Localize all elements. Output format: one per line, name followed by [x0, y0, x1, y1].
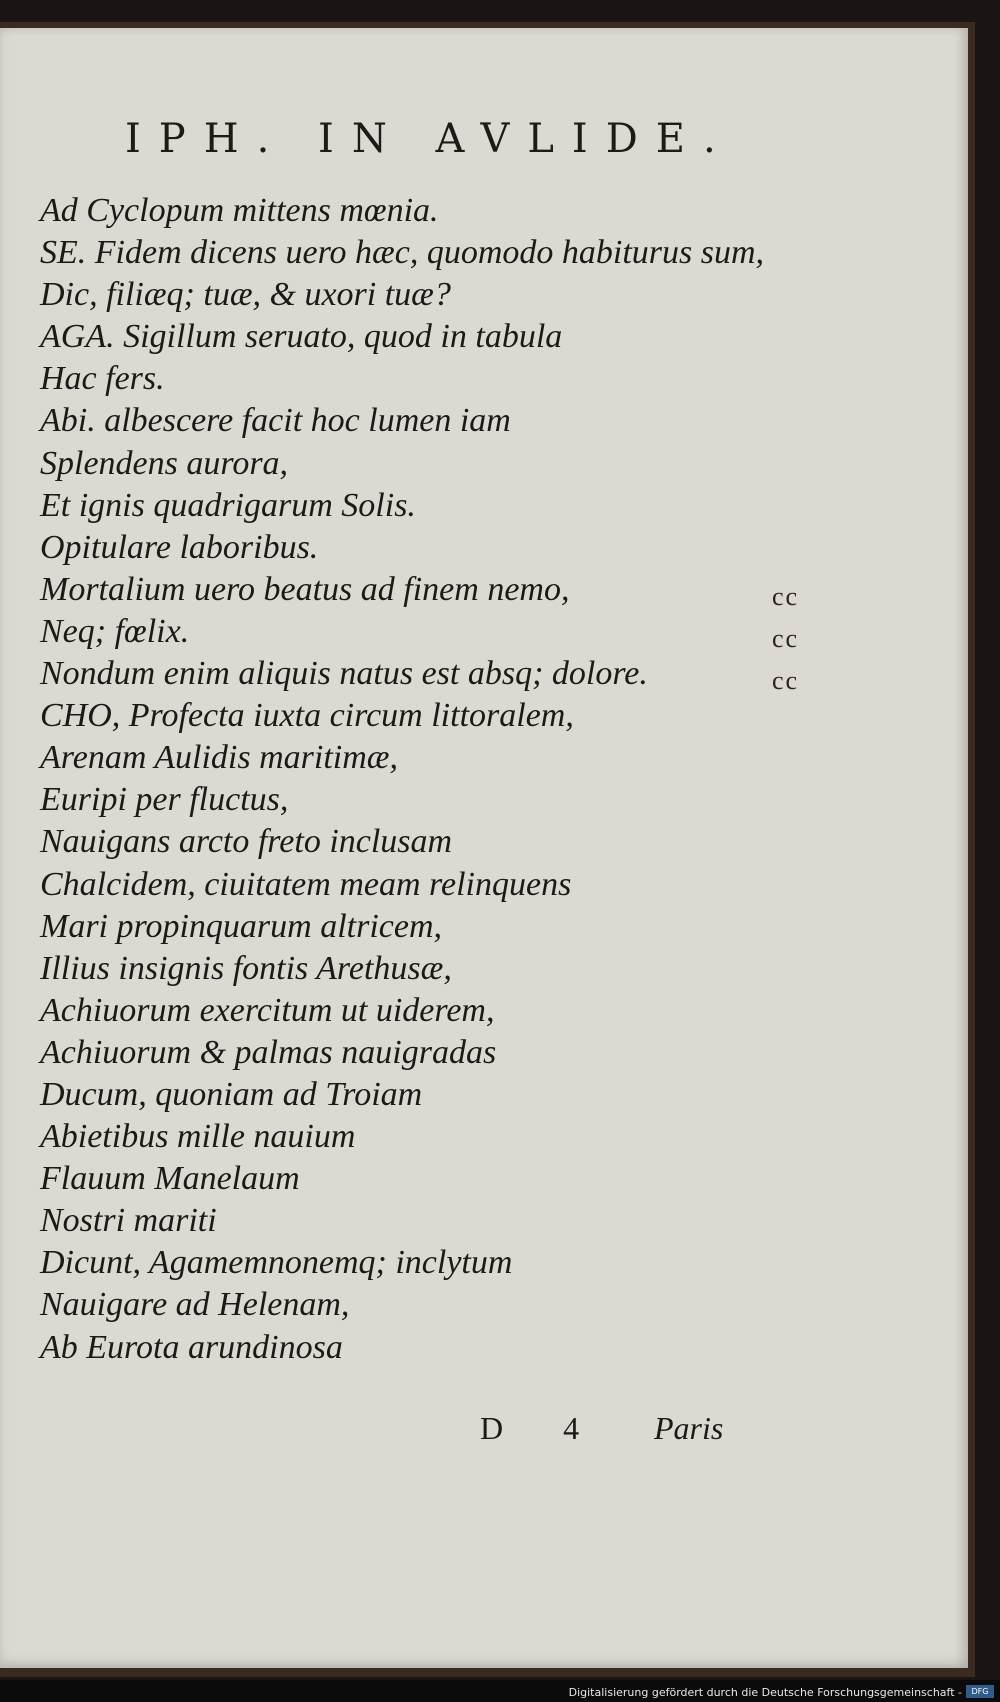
- text-line: Dicunt, Agamemnonemq; inclytum: [40, 1244, 513, 1282]
- catchword: Paris: [654, 1410, 724, 1446]
- quotation-mark: cc: [772, 582, 800, 611]
- text-line: Flauum Manelaum: [40, 1160, 300, 1198]
- text-line: Ab Eurota arundinosa: [40, 1328, 343, 1366]
- dfg-logo: DFG: [966, 1685, 994, 1698]
- text-line: Mortalium uero beatus ad finem nemo,: [40, 570, 570, 608]
- catchline: [0, 1410, 968, 1450]
- running-head: IPH. IN AVLIDE.: [125, 116, 734, 162]
- text-line: Hac fers.: [40, 360, 165, 398]
- text-line: Dic, filiæq; tuæ, & uxori tuæ?: [40, 276, 451, 314]
- text-line: Chalcidem, ciuitatem meam relinquens: [40, 865, 572, 903]
- text-line: AGA. Sigillum seruato, quod in tabula: [40, 318, 563, 356]
- text-line: SE. Fidem dicens uero hæc, quomodo habiturus sum,: [40, 234, 765, 272]
- text-line: Nondum enim aliquis natus est absq; dolore.: [40, 655, 648, 693]
- text-line: Euripi per fluctus,: [40, 781, 289, 819]
- text-line: Nauigare ad Helenam,: [40, 1286, 350, 1324]
- text-line: Achiuorum exercitum ut uiderem,: [40, 991, 495, 1029]
- text-line: Nostri mariti: [40, 1202, 217, 1240]
- text-line: Et ignis quadrigarum Solis.: [40, 486, 416, 524]
- text-line: Neq; fœlix.: [40, 612, 190, 650]
- text-line: Arenam Aulidis maritimæ,: [40, 739, 398, 777]
- signature-mark: D 4: [480, 1410, 606, 1446]
- quotation-mark: cc: [772, 624, 800, 653]
- verse-text-block: [40, 190, 820, 1369]
- text-line: Mari propinquarum altricem,: [40, 907, 443, 945]
- text-line: Nauigans arcto freto inclusam: [40, 823, 453, 861]
- quotation-mark: cc: [772, 666, 800, 695]
- text-line: Abietibus mille nauium: [40, 1118, 356, 1156]
- text-line: Ducum, quoniam ad Troiam: [40, 1075, 423, 1113]
- text-line: Splendens aurora,: [40, 444, 289, 482]
- text-line: Illius insignis fontis Arethusæ,: [40, 949, 452, 987]
- footer-credit: Digitalisierung gefördert durch die Deutsche Forschungsgemeinschaft -: [568, 1686, 962, 1699]
- text-line: Ad Cyclopum mittens mœnia.: [40, 192, 439, 229]
- text-line: CHO, Profecta iuxta circum littoralem,: [40, 697, 574, 735]
- footer-bar: [0, 1680, 1000, 1702]
- text-line: Achiuorum & palmas nauigradas: [40, 1033, 497, 1071]
- text-line: Opitulare laboribus.: [40, 528, 319, 566]
- text-line: Abi. albescere facit hoc lumen iam: [40, 402, 511, 440]
- book-page: [0, 28, 968, 1668]
